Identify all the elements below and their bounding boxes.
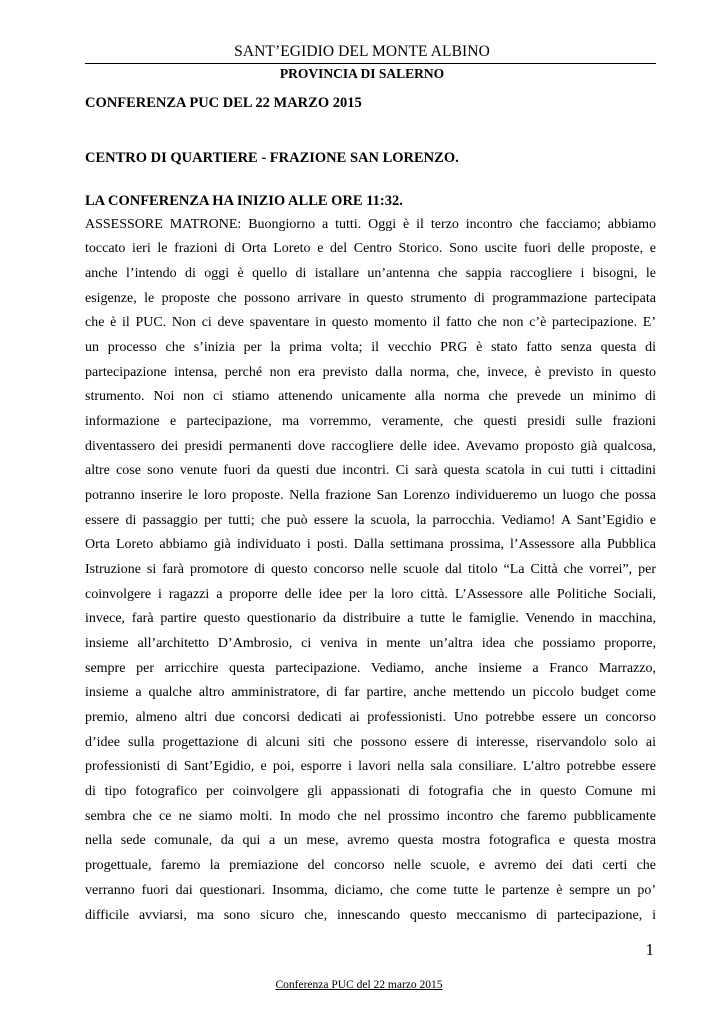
page-header-subtitle: PROVINCIA DI SALERNO — [279, 66, 445, 81]
body-line: diventassero dei presidi permanenti dove raccogliere delle idee. Avevamo proposto già qualcosa, — [85, 438, 656, 454]
document-heading: CONFERENZA PUC DEL 22 MARZO 2015 — [85, 95, 362, 111]
body-line: strumento. Noi non ci stiamo attenendo unicamente alla norma che prevede un minimo di — [85, 389, 656, 405]
body-line: difficile avviarsi, ma sono sicuro che, innescando questo meccanismo di partecipazione, i — [85, 907, 656, 923]
body-line: ASSESSORE MATRONE: Buongiorno a tutti. Oggi è il terzo incontro che facciamo; abbiamo — [85, 216, 656, 232]
body-line: sempre per arricchire questa partecipazione. Vediamo, anche insieme a Franco Marrazzo, — [85, 660, 656, 676]
body-line: nella sede comunale, da qui a un mese, avremo questa mostra fotografica e questa mostra — [85, 833, 656, 849]
body-line: sembra che ce ne siamo molti. In modo che nel prossimo incontro che faremo pubblicamente — [85, 808, 656, 824]
body-line: essere di passaggio per tutti; che può essere la scuola, la parrocchia. Vediamo! A Sant’Egidio e — [85, 512, 656, 528]
body-line: verranno fuori dai questionari. Insomma, diciamo, che come tutte le partenze è sempre un po’ — [85, 882, 656, 898]
body-line: insieme all’architetto D’Ambrosio, ci veniva in mente un’altra idea che possiamo proporre, — [85, 636, 656, 652]
header-divider — [85, 63, 656, 64]
page-header-title: SANT’EGIDIO DEL MONTE ALBINO — [234, 43, 490, 60]
body-line: potranno inserire le loro proposte. Nella frazione San Lorenzo individueremo un luogo che possa — [85, 488, 656, 504]
body-line: esigenze, le proposte che possono arrivare in questo strumento di programmazione partecipata — [85, 290, 656, 306]
body-line: insieme a qualche altro amministratore, di far partire, anche mettendo un piccolo budget come — [85, 685, 656, 701]
body-line: un processo che s’inizia per la prima volta; il vecchio PRG è stato fatto senza questa di — [85, 340, 656, 356]
page-footer — [0, 978, 718, 992]
body-line: invece, farà partire questo questionario da distribuire a tutte le famiglie. Venendo in macchina, — [85, 611, 656, 627]
body-line: coinvolgere i ragazzi a proporre delle idee per la loro città. L’Assessore alle Politiche Sociali, — [85, 586, 656, 602]
body-line: professionisti di Sant’Egidio, e poi, esporre i lavori nella sala consiliare. L’altro potrebbe essere — [85, 759, 656, 775]
body-line: partecipazione intensa, perché non era previsto dalla norma, che, invece, è previsto in questo — [85, 364, 656, 380]
body-line: Orta Loreto abbiamo già individuato i posti. Dalla settimana prossima, l’Assessore alla Pubblica — [85, 537, 656, 553]
body-line: progettuale, faremo la premiazione del concorso nelle scuole, e avremo dei dati certi che — [85, 858, 656, 874]
body-line: altre cose sono venute fuori da questi due incontri. Ci sarà questa scatola in cui tutti i cittadini — [85, 463, 656, 479]
body-line: Istruzione si farà promotore di questo concorso nelle scuole dal titolo “La Città che vorrei”, per — [85, 562, 656, 578]
start-time-note: LA CONFERENZA HA INIZIO ALLE ORE 11:32. — [85, 193, 403, 209]
body-line: che è il PUC. Non ci deve spaventare in questo momento il fatto che non c’è partecipazione. E’ — [85, 315, 656, 331]
footer-text: Conferenza PUC del 22 marzo 2015 — [275, 979, 443, 991]
page-number: 1 — [645, 940, 654, 959]
body-line: informazione e partecipazione, ma vorremmo, veramente, che questi presidi sulle frazioni — [85, 414, 656, 430]
body-line: premio, almeno altri due concorsi dedicati ai professionisti. Uno potrebbe essere un concorso — [85, 710, 656, 726]
body-line: toccato ieri le frazioni di Orta Loreto e del Centro Storico. Sono uscite fuori delle proposte, e — [85, 241, 656, 257]
section-title: CENTRO DI QUARTIERE - FRAZIONE SAN LORENZO. — [85, 150, 459, 166]
body-line: d’idee sulla progettazione di alcuni siti che possono essere di interesse, riservandolo solo ai — [85, 734, 656, 750]
body-line: di tipo fotografico per coinvolgere gli appassionati di fotografia che in questo Comune mi — [85, 784, 656, 800]
body-line: anche l’intendo di oggi è quello di istallare un’antenna che sappia raccogliere i bisogni, le — [85, 266, 656, 282]
transcript-body — [85, 213, 656, 928]
